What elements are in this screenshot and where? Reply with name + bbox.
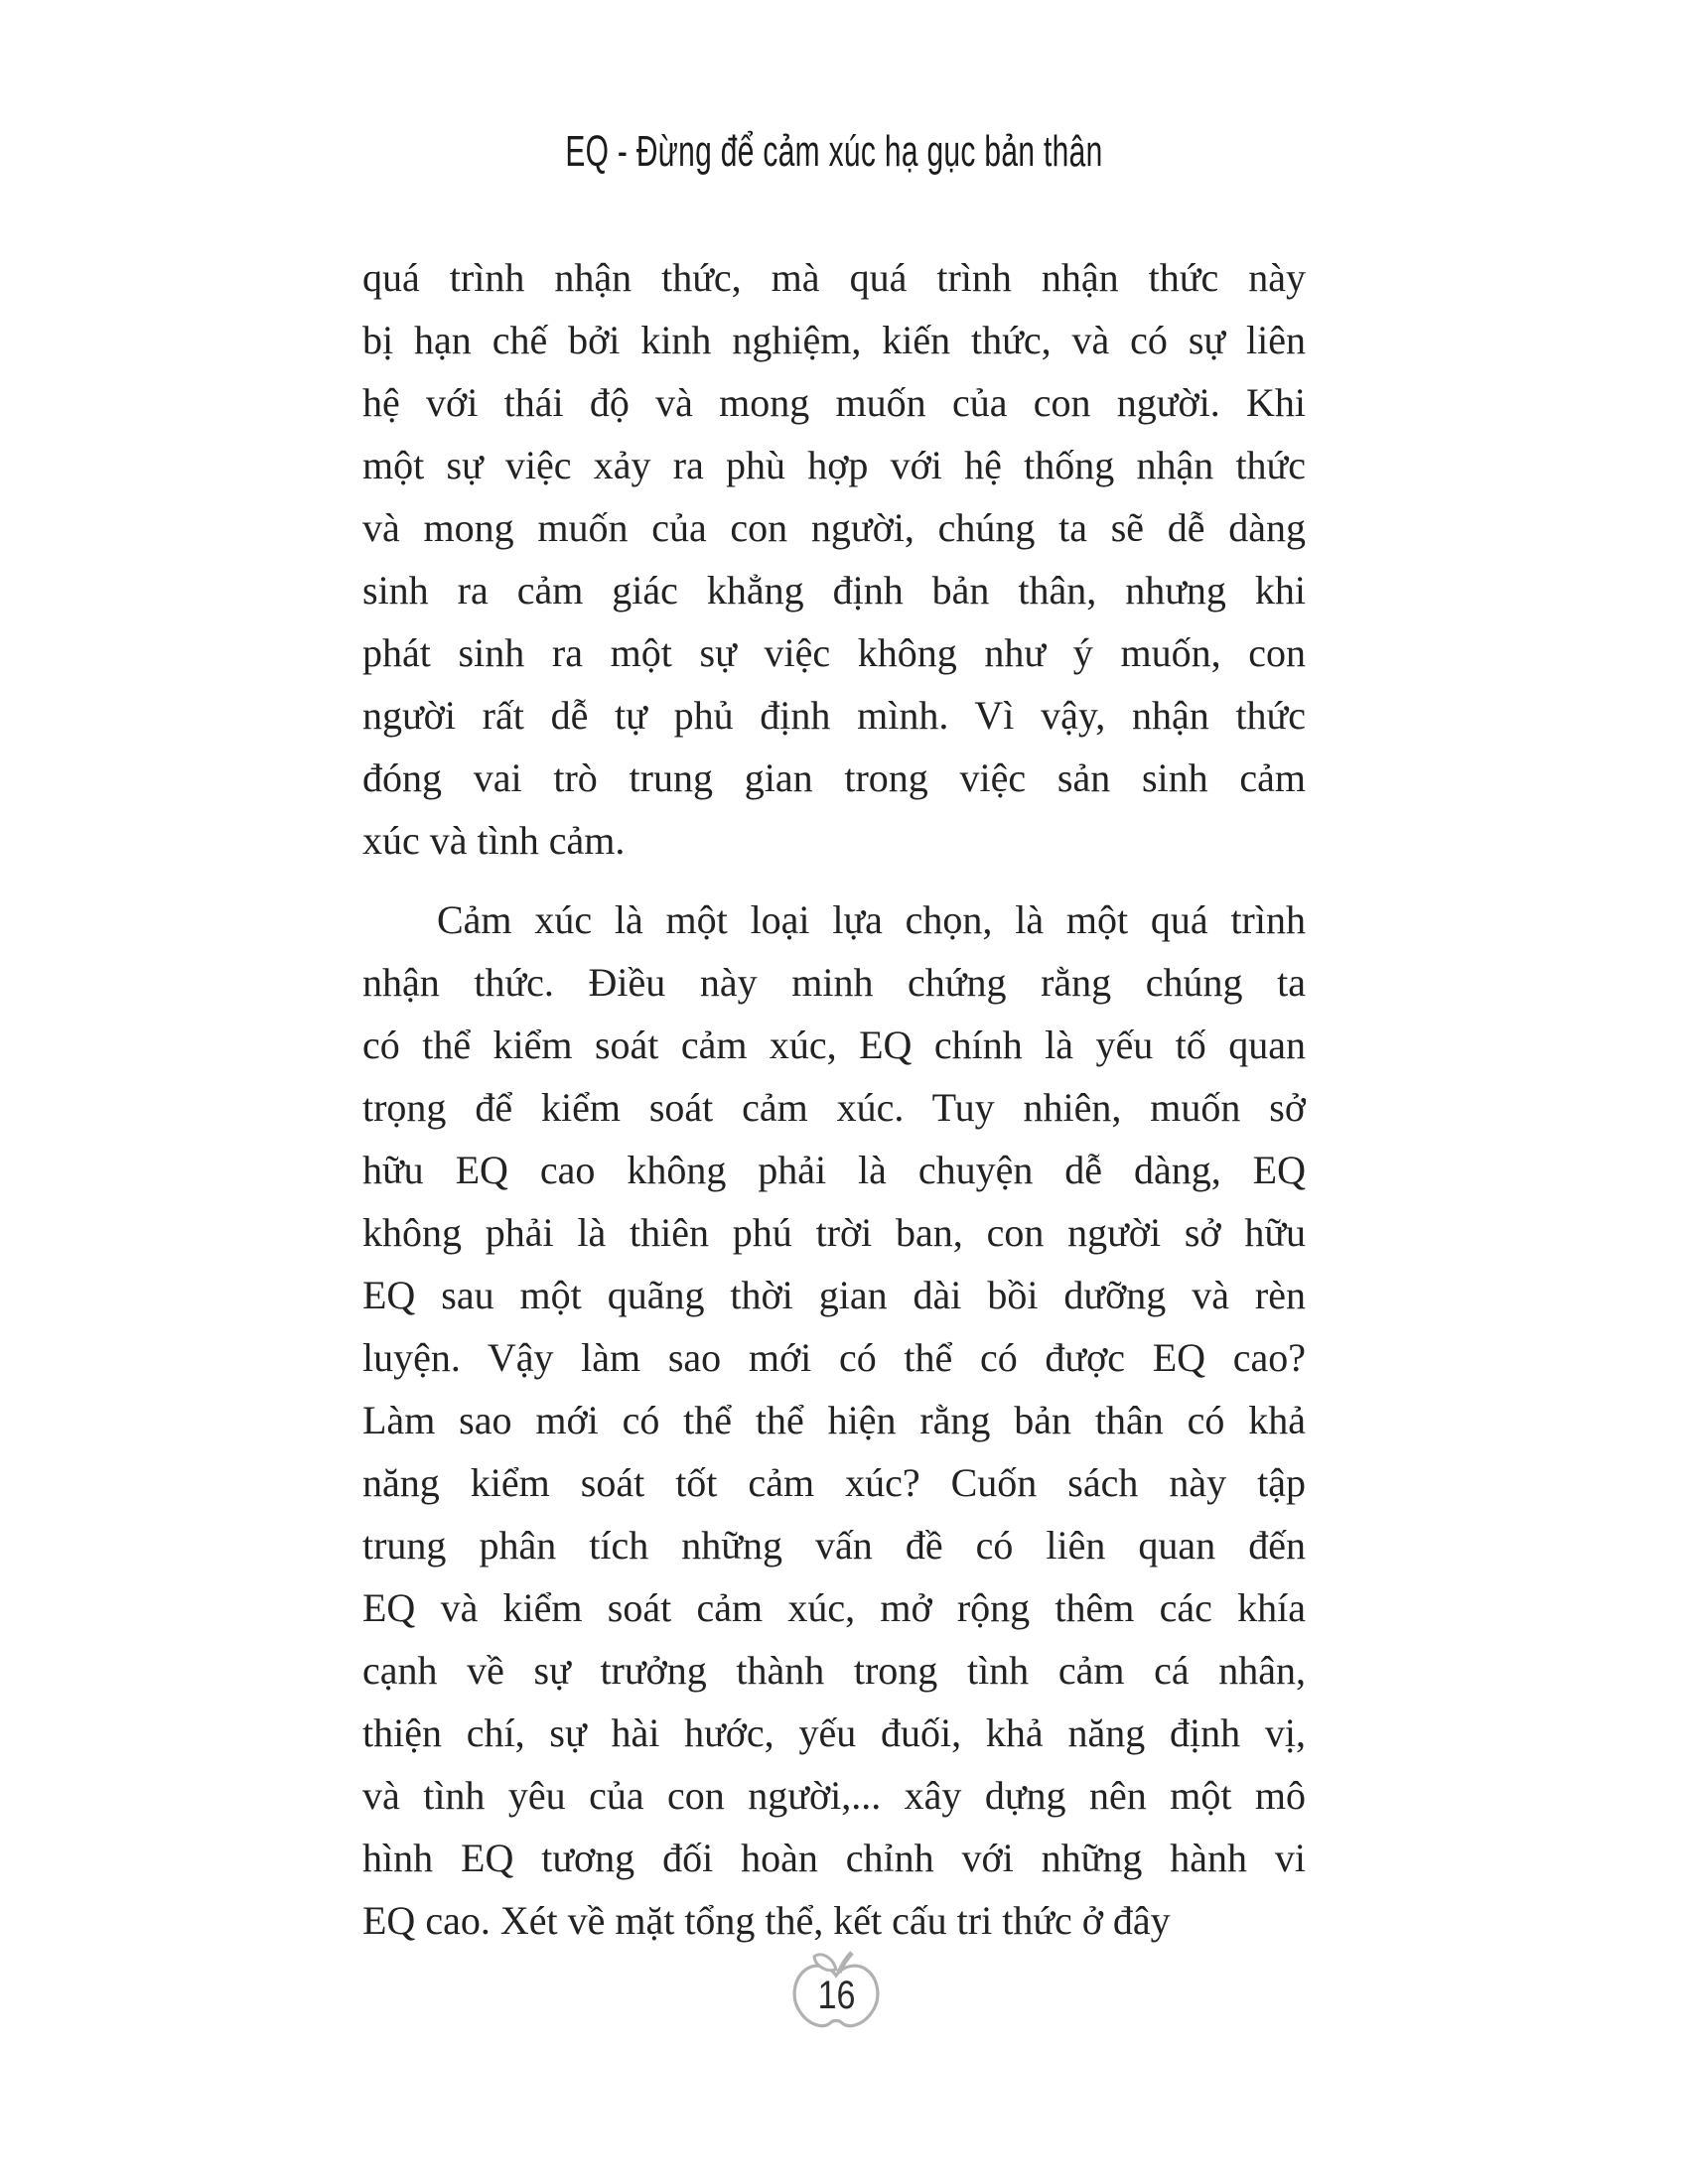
text-line: luyện. Vậy làm sao mới có thể có được EQ cao? [362, 1335, 1306, 1380]
text-line: hình EQ tương đối hoàn chỉnh với những hành vi [362, 1836, 1306, 1880]
text-line: sinh ra cảm giác khẳng định bản thân, nhưng khi [362, 568, 1306, 613]
text-line: xúc và tình cảm. [362, 818, 626, 863]
text-line: Cảm xúc là một loại lựa chọn, là một quá trình [437, 897, 1306, 942]
text-line: nhận thức. Điều này minh chứng rằng chúng ta [362, 960, 1306, 1005]
text-line: người rất dễ tự phủ định mình. Vì vậy, nhận thức [362, 693, 1306, 738]
text-line: năng kiểm soát tốt cảm xúc? Cuốn sách này tập [362, 1460, 1306, 1505]
text-line: EQ sau một quãng thời gian dài bồi dưỡng và rèn [362, 1273, 1306, 1317]
text-line: Làm sao mới có thể thể hiện rằng bản thân có khả [362, 1398, 1306, 1442]
text-line: trung phân tích những vấn đề có liên quan đến [362, 1523, 1306, 1568]
text-line: một sự việc xảy ra phù hợp với hệ thống nhận thức [362, 443, 1306, 487]
text-line: trọng để kiểm soát cảm xúc. Tuy nhiên, muốn sở [362, 1085, 1306, 1130]
text-line: thiện chí, sự hài hước, yếu đuối, khả năng định vị, [362, 1710, 1306, 1755]
body-text-block [362, 246, 1306, 1952]
text-line: bị hạn chế bởi kinh nghiệm, kiến thức, và có sự liên [362, 318, 1306, 362]
text-line: có thể kiểm soát cảm xúc, EQ chính là yếu tố quan [362, 1023, 1306, 1067]
text-line: không phải là thiên phú trời ban, con người sở hữu [362, 1210, 1306, 1255]
running-header [362, 121, 1306, 183]
text-line: EQ và kiểm soát cảm xúc, mở rộng thêm các khía [362, 1585, 1306, 1630]
text-line: quá trình nhận thức, mà quá trình nhận thức này [362, 255, 1306, 300]
text-line: và tình yêu của con người,... xây dựng nên một mô [362, 1773, 1306, 1818]
text-line: cạnh về sự trưởng thành trong tình cảm cá nhân, [362, 1648, 1306, 1693]
text-line: đóng vai trò trung gian trong việc sản sinh cảm [362, 755, 1306, 800]
running-header-title: EQ - Đừng để cảm xúc hạ gục bản thân [565, 127, 1103, 176]
page-number: 16 [817, 1974, 856, 2017]
text-line: phát sinh ra một sự việc không như ý muốn, con [362, 630, 1306, 675]
text-line: hệ với thái độ và mong muốn của con người. Khi [362, 380, 1306, 425]
text-line: và mong muốn của con người, chúng ta sẽ dễ dàng [362, 505, 1306, 550]
text-line: hữu EQ cao không phải là chuyện dễ dàng, EQ [362, 1148, 1306, 1192]
text-line: EQ cao. Xét về mặt tổng thể, kết cấu tri thức ở đây [362, 1898, 1171, 1943]
paragraph-2 [362, 888, 1306, 1952]
page-footer [784, 1944, 889, 2031]
paragraph-1 [362, 246, 1306, 872]
